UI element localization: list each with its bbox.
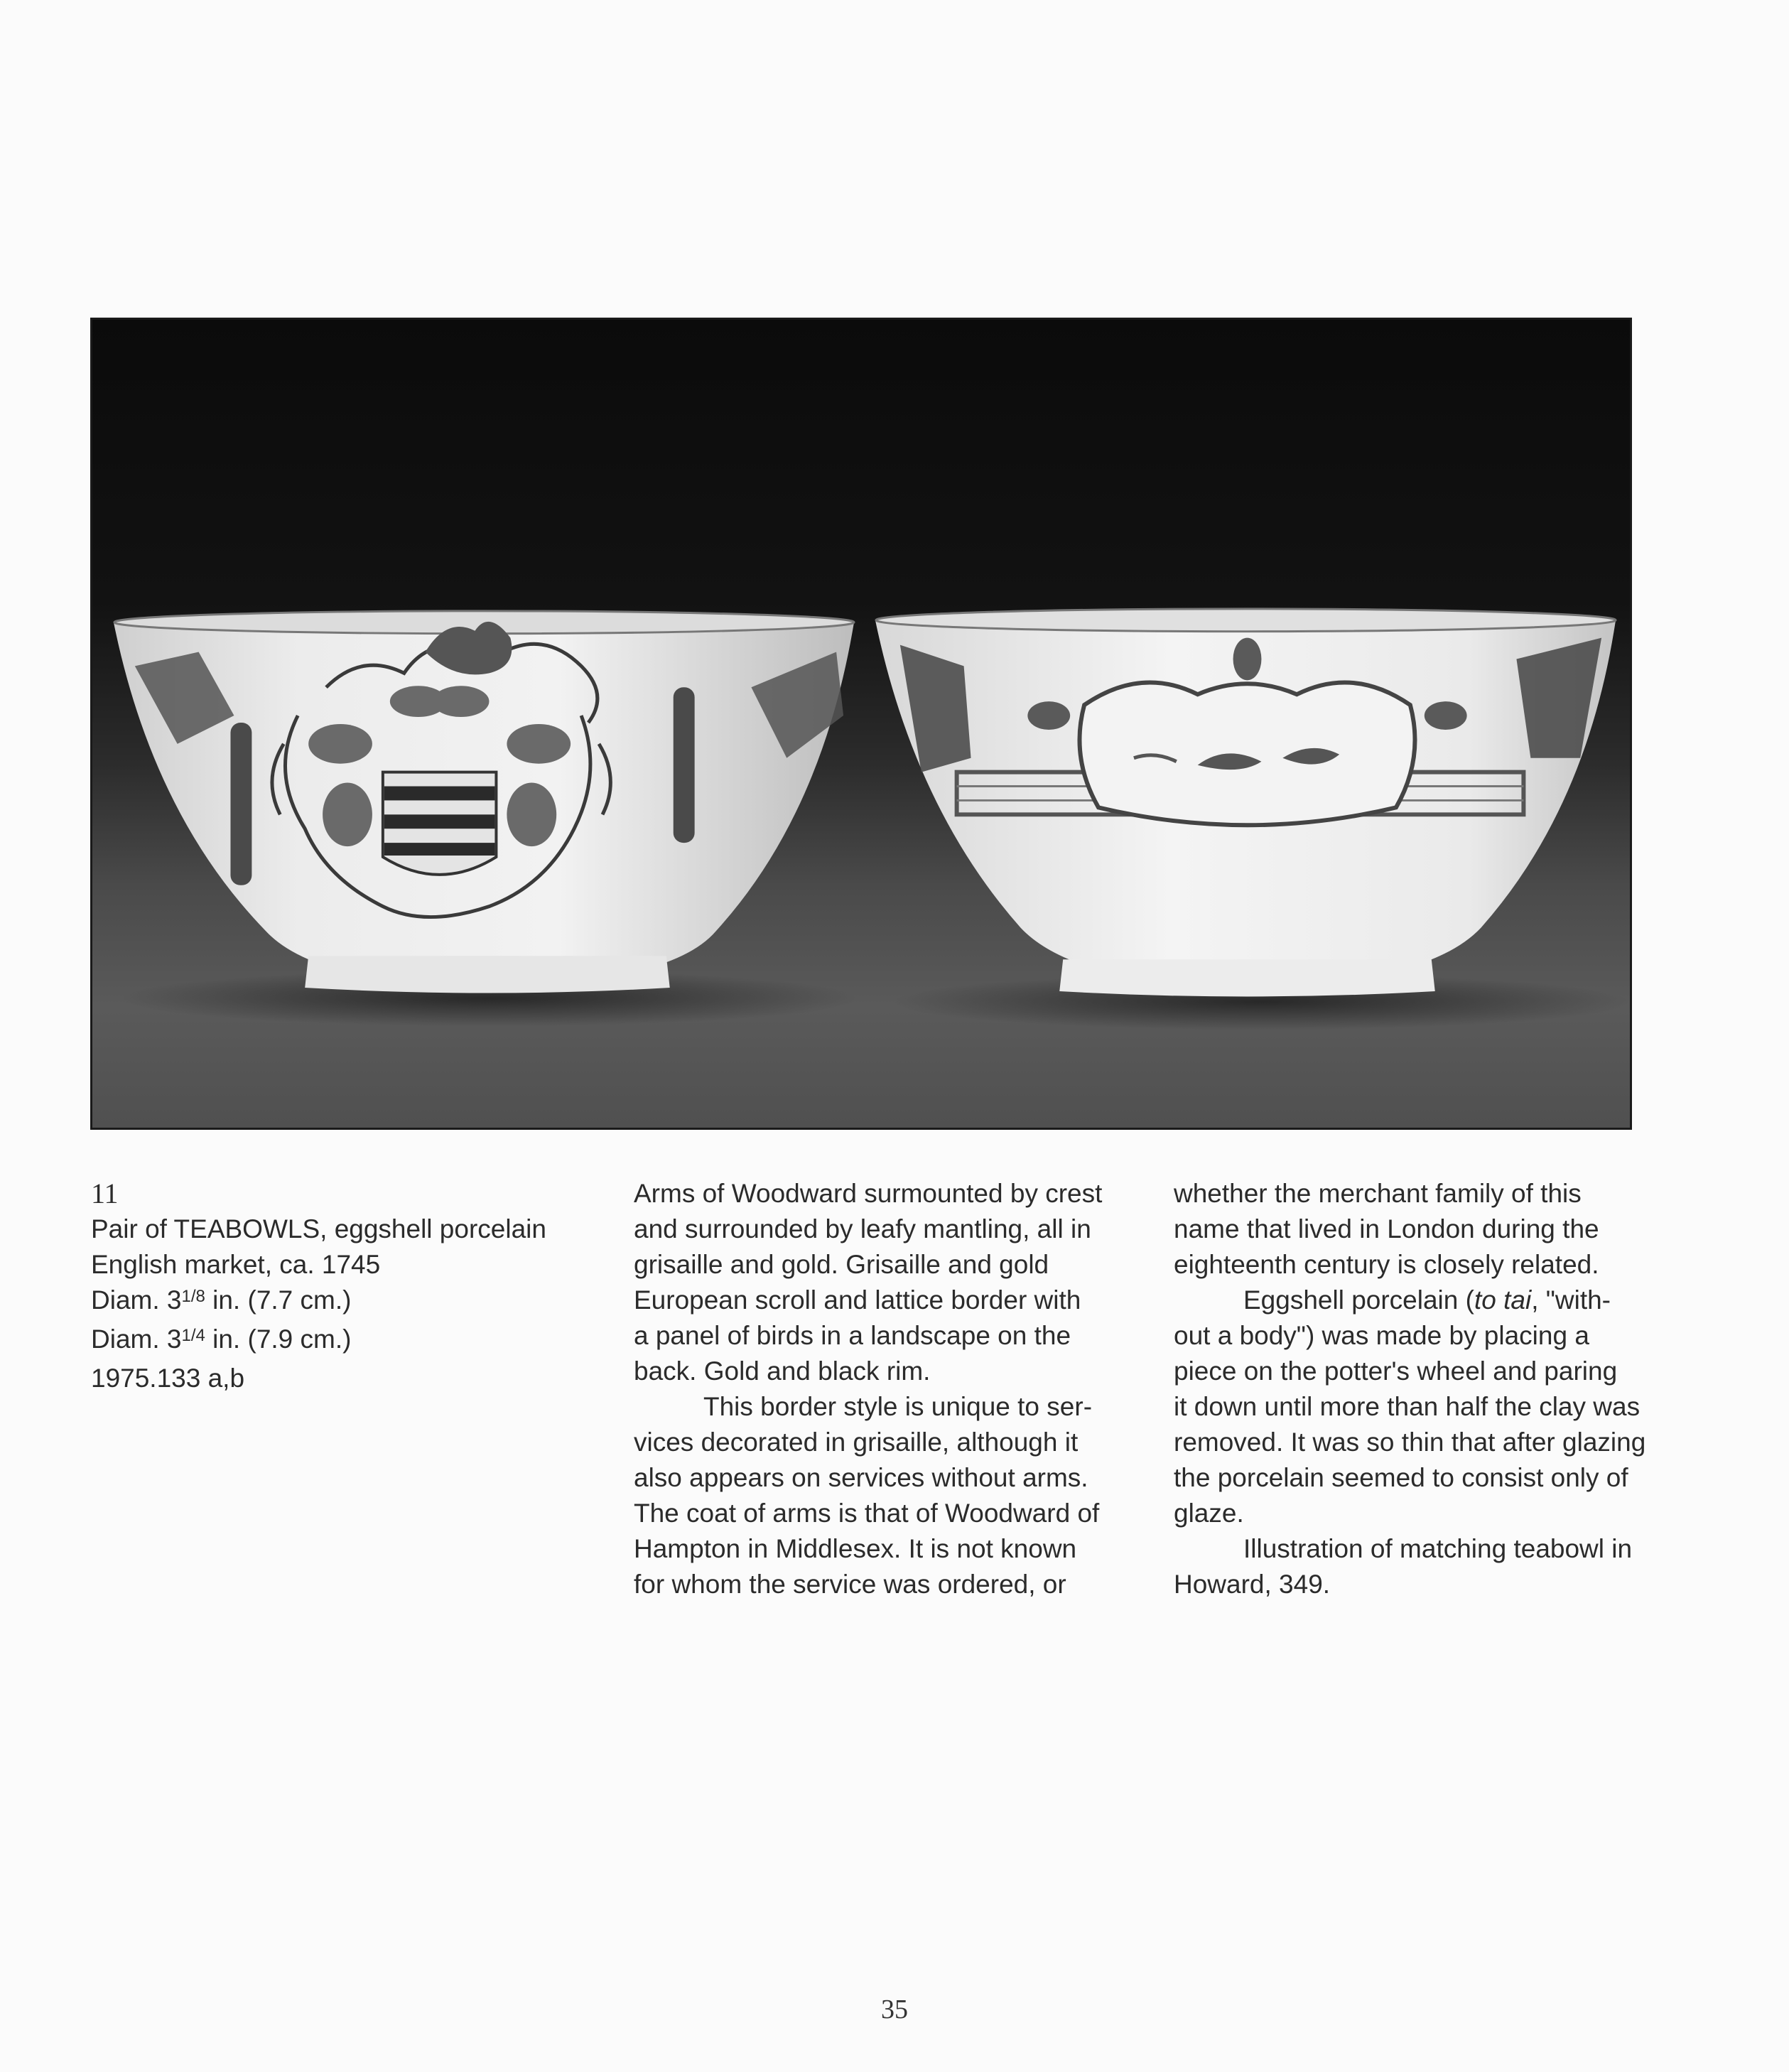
caption-text: Diam. 3	[91, 1285, 182, 1315]
text-line	[1174, 1283, 1657, 1318]
caption-fraction: 1/4	[181, 1326, 205, 1345]
text-line: back. Gold and black rim.	[634, 1356, 931, 1386]
caption-text: Diam. 3	[91, 1324, 182, 1354]
text-line: glaze.	[1174, 1499, 1244, 1528]
text-line: European scroll and lattice border with	[634, 1285, 1081, 1315]
caption-text: in. (7.7 cm.)	[205, 1285, 352, 1315]
catalogue-caption	[91, 1176, 546, 1396]
text-line: it down until more than half the clay was	[1174, 1392, 1641, 1421]
text-line: whether the merchant family of this	[1174, 1179, 1582, 1208]
text-line: The coat of arms is that of Woodward of	[634, 1499, 1100, 1528]
text-line: Illustration of matching teabowl in	[1243, 1534, 1633, 1563]
caption-line	[91, 1322, 546, 1361]
caption-line: Pair of TEABOWLS, eggshell porcelain	[91, 1214, 546, 1243]
text-line: the porcelain seemed to consist only of	[1174, 1463, 1628, 1492]
caption-text: in. (7.9 cm.)	[205, 1324, 352, 1354]
text-line: Hampton in Middlesex. It is not known	[634, 1534, 1077, 1563]
text-line: This border style is unique to ser-	[703, 1392, 1093, 1421]
text-line: eighteenth century is closely related.	[1174, 1250, 1599, 1279]
teabowls-photograph	[90, 318, 1632, 1130]
text-line: piece on the potter's wheel and paring	[1174, 1356, 1618, 1386]
description-column-3	[1174, 1176, 1657, 1602]
teabowls-photo-drawing	[92, 320, 1630, 1128]
text-line: also appears on services without arms.	[634, 1463, 1088, 1492]
italic-term: to tai	[1474, 1285, 1532, 1315]
description-column-2	[634, 1176, 1117, 1602]
text-line: name that lived in London during the	[1174, 1214, 1599, 1243]
caption-line: English market, ca. 1745	[91, 1250, 381, 1279]
text-line: removed. It was so thin that after glazing	[1174, 1428, 1646, 1457]
text-line: grisaille and gold. Grisaille and gold	[634, 1250, 1049, 1279]
caption-fraction: 1/8	[181, 1287, 205, 1306]
text-line: a panel of birds in a landscape on the	[634, 1321, 1071, 1350]
caption-line: 1975.133 a,b	[91, 1364, 245, 1393]
text-line: for whom the service was ordered, or	[634, 1570, 1066, 1599]
caption-line	[91, 1283, 546, 1322]
text-line: out a body") was made by placing a	[1174, 1321, 1589, 1350]
text-line: and surrounded by leafy mantling, all in	[634, 1214, 1091, 1243]
catalogue-number: 11	[91, 1177, 119, 1209]
page-number: 35	[881, 1995, 908, 2024]
text-line: vices decorated in grisaille, although it	[634, 1428, 1079, 1457]
text-segment: Eggshell porcelain (	[1243, 1285, 1474, 1315]
text-line: Howard, 349.	[1174, 1570, 1331, 1599]
text-line: Arms of Woodward surmounted by crest	[634, 1179, 1103, 1208]
text-segment: , "with-	[1531, 1285, 1611, 1315]
